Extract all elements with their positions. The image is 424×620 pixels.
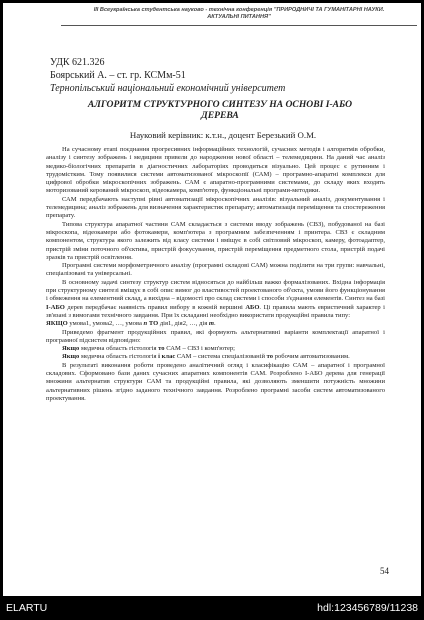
rule-1: Якщо медична область гістологія то САМ – СВЗ і комп'ютер;: [62, 345, 235, 353]
keyword-iabo: І-АБО: [46, 303, 65, 311]
article-body: [46, 146, 385, 403]
paragraph-software-groups: Програмні системи морфометричного аналізу (програмні складові САМ) можна поділити на три групи: навчальні, спеціалізовані та універсальні.: [46, 262, 385, 278]
article-title: АЛГОРИТМ СТРУКТУРНОГО СИНТЕЗУ НА ОСНОВІ І-АБО ДЕРЕВА: [87, 99, 353, 121]
header-divider: [61, 25, 417, 26]
conference-header-line2: АКТУАЛЬНІ ПИТАННЯ": [207, 14, 271, 20]
keyword-to: ТО: [148, 320, 159, 328]
udk-code: УДК 621.326: [50, 57, 105, 68]
production-rule-template: ЯКЩО умова1, умова2, …, умова n ТО дія1, дія2, …, дія m.: [46, 320, 216, 328]
keyword-abo: АБО: [245, 303, 260, 311]
keyword-yakshcho: ЯКЩО: [46, 320, 68, 328]
rule-2: Якщо медична область гістологія і клас САМ – система спеціалізованій то робочим автоматизованим.: [62, 353, 350, 361]
page-number: 54: [380, 566, 389, 576]
paragraph-conclusion: В результаті виконання роботи проведено аналітичний огляд і класифікацію САМ – апаратної і програмної складових. Сформовано бази даних сучасних апаратних компонентів САМ. Розроблено І-АБО дерева для генерації множини альтернатив структури САМ та продукційні правила, які дозволяють зменшити потужність множини альтернативних рішень згідно заданого технічного завдання. Розроблено програмні засоби систем автоматизованого проектування.: [46, 361, 385, 402]
university-name: Тернопільський національний економічний університет: [50, 83, 286, 94]
conference-header-line1: ІІІ Всеукраїнська студентська науково - технічна конференція "ПРИРОДНИЧІ ТА ГУМАНІТАРНІ НАУКИ.: [93, 7, 385, 13]
document-page: [3, 3, 421, 596]
paragraph-rules-intro: Приведемо фрагмент продукційних правил, які формують альтернативні варіанти комплектації апаратної і програмної підсистем відповідно:: [46, 328, 385, 344]
handle-identifier: hdl:123456789/11238: [317, 602, 418, 614]
paragraph-intro: На сучасному етапі поєднання прогресивних інформаційних технологій, сучасних методів і алгоритмів обробки, аналізу і синтезу зображень і медицини привели до народження нової області – телемедицини. На даний час аналіз медико-біологічних препаратів в діагностичних лабораторіях проводиться візуально. Цей процес є рутинним і трудомістким. Тому появилися системи автоматизованої мікроскопії (САМ) – програмно-апаратні комплекси для цифрової обробки мікроскопічних зображень. САМ є апаратно-програмними системами, до складу яких входять моторизований керований мікроскоп, відеокамера, комп'ютер, функціональні програми-методики.: [46, 146, 385, 195]
paragraph-levels: САМ передбачають наступні рівні автоматизації мікроскопічних аналізів: візуальний аналіз, документування і телемедицина; аналіз зображень для визначення характеристик препарату; автоматизація переміщення та спостереження препарату.: [46, 195, 385, 220]
supervisor-line: Науковий керівник: к.т.н., доцент Березький О.М.: [129, 130, 317, 140]
conference-header: [61, 7, 417, 21]
paragraph-structure: Типова структура апаратної частини САМ складається з системи вводу зображень (СВЗ), побудованої на базі мікроскопа, відеокамери або фотокамери, комп'ютера з програмним забезпеченням і принтера. СВЗ є складним компонентом, структура якого залежить від класу системи і вміщує в собі світловий мікроскоп, камеру, фотоадаптер, пристрій зміни поточного об'єктива, пристрій фокусування, пристрій переміщення предметного стола, пристрій подачі зразків та пристрій освітлення.: [46, 220, 385, 261]
author-line: Боярський А. – ст. гр. КСМм-51: [50, 70, 186, 81]
repository-footer: [0, 598, 424, 620]
paragraph-synthesis: В основному задачі синтезу структур систем відносяться до найбільш важко формалізованих. Вхідна інформація при структурному синтезі вміщує в собі опис вимог до властивостей проектованого об'єкта, умови його функціонування і обмеження на елементний склад, а вихідна – відомості про склад системи і способи з'єднання елементів. Синтез на базі І-АБО дерев передбачає наявність правил вибору в кожній вершині АБО. Ці правила мають евристичний характер і зв'язані з вимогами технічного завдання. При їх складанні необхідно використати продукційні правила типу:: [46, 278, 386, 319]
repository-name: ELARTU: [6, 602, 48, 614]
